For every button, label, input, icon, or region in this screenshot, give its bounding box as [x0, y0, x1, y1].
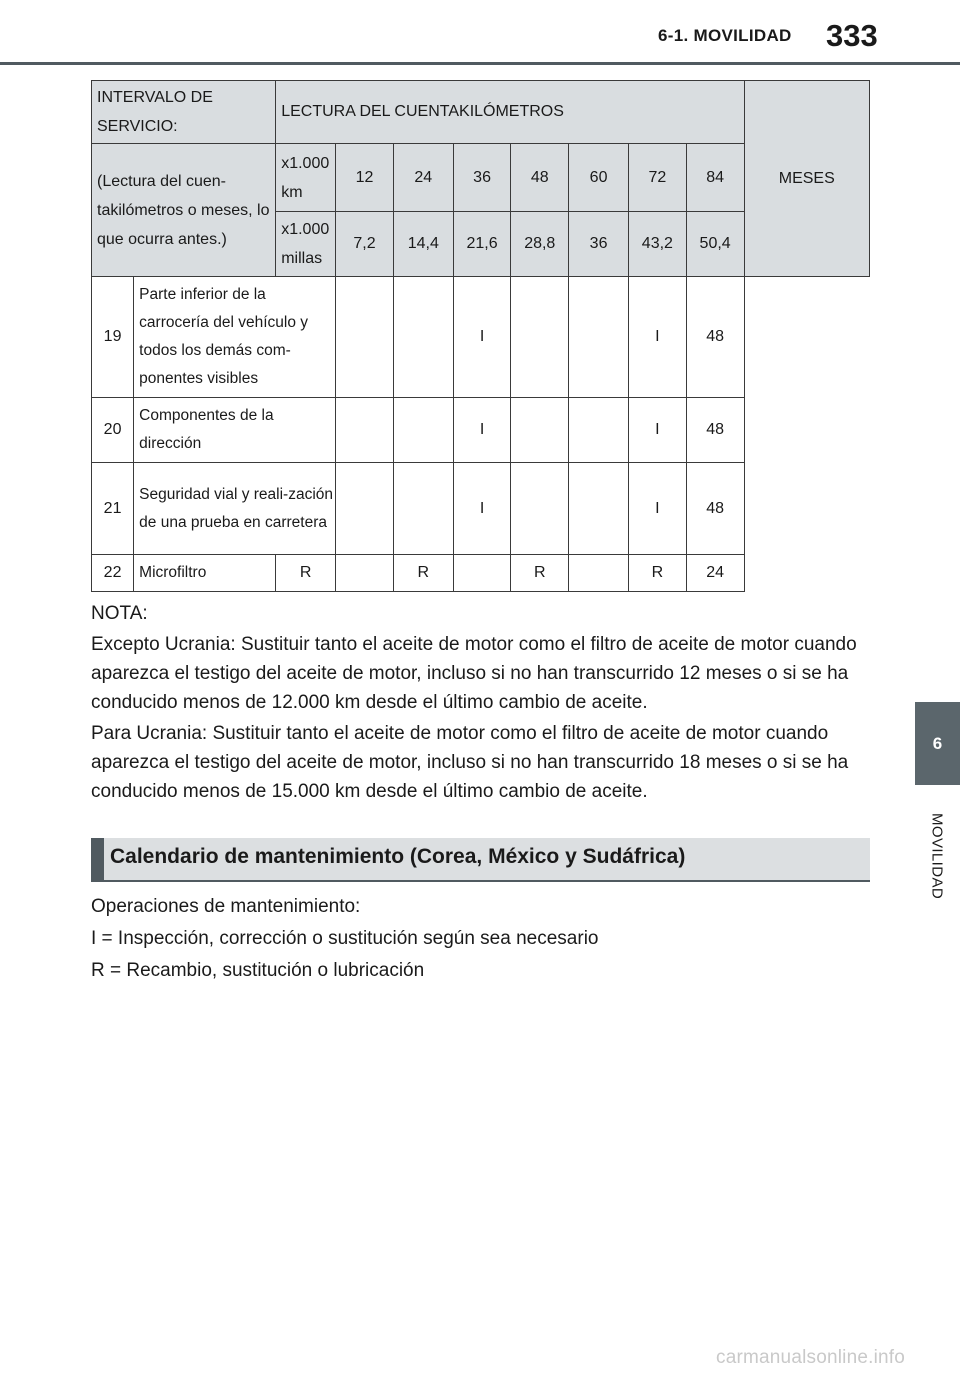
row-cell — [569, 277, 629, 398]
row-cell: I — [453, 398, 511, 463]
row-cell: I — [453, 277, 511, 398]
miles-value: 21,6 — [453, 212, 511, 277]
interval-note: (Lectura del cuen-takilómetros o meses, lo que ocurra antes.) — [92, 144, 276, 277]
miles-value: 7,2 — [336, 212, 394, 277]
page-number: 333 — [826, 18, 878, 53]
miles-value: 43,2 — [629, 212, 687, 277]
row-number: 21 — [92, 463, 134, 555]
km-value: 60 — [569, 144, 629, 212]
row-cell — [511, 463, 569, 555]
row-cell — [393, 398, 453, 463]
row-item: Parte inferior de la carrocería del vehículo y todos los demás com-ponentes visibles — [134, 277, 336, 398]
row-number: 19 — [92, 277, 134, 398]
miles-value: 50,4 — [686, 212, 744, 277]
chapter-number: 6 — [932, 733, 943, 753]
row-cell — [336, 555, 394, 592]
row-months: 48 — [686, 277, 744, 398]
chapter-label: MOVILIDAD — [928, 812, 946, 900]
watermark: carmanualsonline.info — [716, 1347, 906, 1368]
miles-unit: x1.000 millas — [276, 212, 336, 277]
row-item: Microfiltro — [134, 555, 276, 592]
row-cell: R — [276, 555, 336, 592]
row-cell — [569, 555, 629, 592]
maintenance-table — [91, 80, 870, 592]
row-cell: R — [511, 555, 569, 592]
legend-inspection: I = Inspección, corrección o sustitución según sea necesario — [91, 928, 599, 949]
row-cell — [453, 555, 511, 592]
table-row — [92, 555, 870, 592]
row-number: 20 — [92, 398, 134, 463]
row-months: 24 — [686, 555, 744, 592]
km-value: 24 — [393, 144, 453, 212]
row-cell — [393, 277, 453, 398]
table-row — [92, 398, 870, 463]
table-row — [92, 277, 870, 398]
note-paragraph-2: Para Ucrania: Sustituir tanto el aceite de motor como el filtro de aceite de motor cuando aparezca el testigo del aceite de motor, incluso si no han transcurrido 18 meses o si se ha conducido menos de 15.000 km desde el último cambio de aceite. — [91, 723, 849, 802]
running-header: 6-1. MOVILIDAD — [658, 26, 792, 45]
row-item: Componentes de la dirección — [134, 398, 336, 463]
interval-header: INTERVALO DE SERVICIO: — [92, 81, 276, 144]
row-cell — [511, 398, 569, 463]
note-paragraph-1: Excepto Ucrania: Sustituir tanto el aceite de motor como el filtro de aceite de motor cuando aparezca el testigo del aceite de motor, incluso si no han transcurrido 12 meses o si se ha conducido menos de 12.000 km desde el último cambio de aceite. — [91, 634, 857, 713]
row-cell: I — [629, 277, 687, 398]
miles-value: 14,4 — [393, 212, 453, 277]
row-cell — [569, 463, 629, 555]
row-cell: I — [629, 398, 687, 463]
chapter-tab[interactable] — [915, 702, 960, 785]
legend-replacement: R = Recambio, sustitución o lubricación — [91, 960, 425, 981]
row-cell — [336, 398, 394, 463]
row-months: 48 — [686, 398, 744, 463]
row-cell — [569, 398, 629, 463]
row-cell: I — [453, 463, 511, 555]
row-cell: R — [393, 555, 453, 592]
miles-value: 36 — [569, 212, 629, 277]
row-cell — [511, 277, 569, 398]
km-value: 48 — [511, 144, 569, 212]
km-unit: x1.000 km — [276, 144, 336, 212]
row-cell — [393, 463, 453, 555]
row-cell: R — [629, 555, 687, 592]
km-value: 72 — [629, 144, 687, 212]
row-cell — [336, 463, 394, 555]
banner-accent — [91, 838, 104, 880]
miles-value: 28,8 — [511, 212, 569, 277]
km-value: 36 — [453, 144, 511, 212]
row-cell: I — [629, 463, 687, 555]
table-row — [92, 463, 870, 555]
months-header: MESES — [744, 81, 869, 277]
section-title: Calendario de mantenimiento (Corea, México y Sudáfrica) — [110, 845, 686, 868]
odometer-header: LECTURA DEL CUENTAKILÓMETROS — [276, 81, 744, 144]
section-banner — [91, 838, 870, 882]
km-value: 12 — [336, 144, 394, 212]
operations-heading: Operaciones de mantenimiento: — [91, 896, 361, 917]
row-cell — [336, 277, 394, 398]
km-value: 84 — [686, 144, 744, 212]
row-number: 22 — [92, 555, 134, 592]
header-rule — [0, 62, 960, 65]
row-months: 48 — [686, 463, 744, 555]
note-title: NOTA: — [91, 603, 148, 624]
row-item: Seguridad vial y reali-zación de una prueba en carretera — [134, 463, 336, 555]
